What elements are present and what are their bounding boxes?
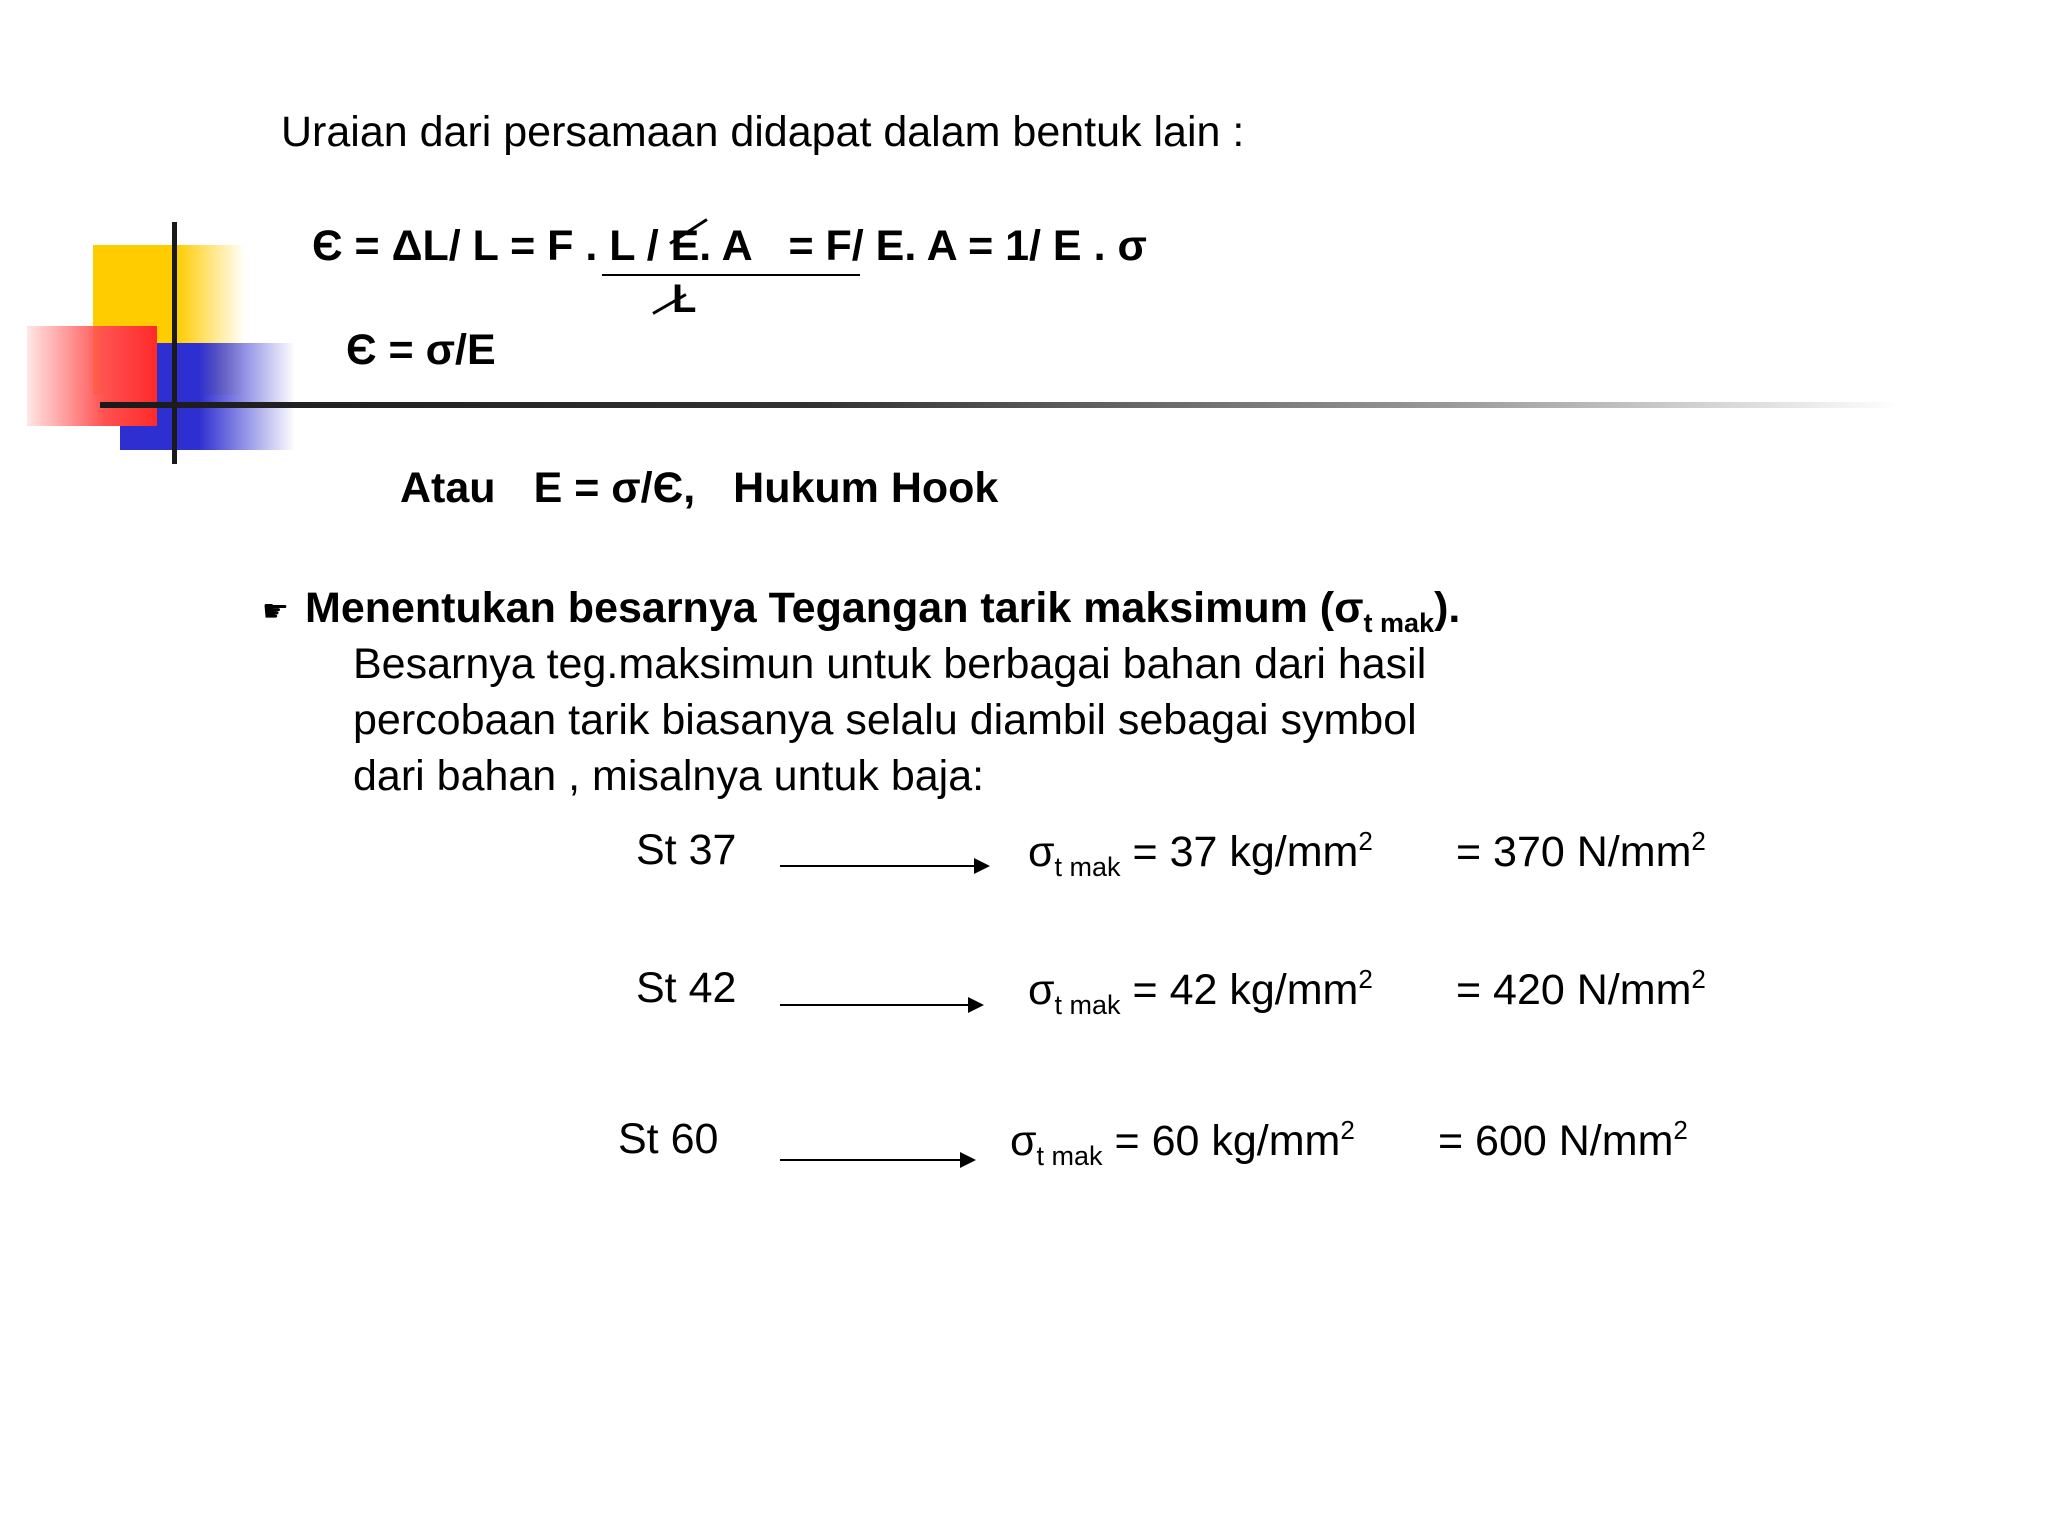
arrow-icon — [780, 1159, 974, 1161]
hooke-formula: E = σ/Є, — [533, 464, 696, 512]
stress-newton: = 370 N/mm — [1456, 828, 1692, 876]
red-square-decoration — [27, 326, 157, 426]
stress-kg: = 60 kg/mm — [1114, 1117, 1341, 1165]
sigma-symbol: σ — [1010, 1117, 1037, 1165]
stress-kg: = 42 kg/mm — [1132, 966, 1359, 1014]
strain-simplified-equation: Є = σ/E — [346, 326, 496, 374]
paragraph-line: dari bahan , misalnya untuk baja: — [353, 752, 985, 800]
stress-kg-exponent: 2 — [1340, 1115, 1355, 1145]
paragraph-line: percobaan tarik biasanya selalu diambil sebagai symbol — [353, 696, 1417, 744]
stress-newton: = 600 N/mm — [1438, 1117, 1674, 1165]
tensile-stress-value — [1010, 1115, 1355, 1172]
sigma-symbol: σ — [1028, 966, 1055, 1014]
pointing-hand-icon: ☛ — [262, 595, 289, 628]
stress-kg-exponent: 2 — [1358, 826, 1373, 856]
tensile-stress-value — [1028, 964, 1373, 1021]
tensile-stress-value — [1028, 826, 1373, 883]
hooke-prefix: Atau — [400, 464, 496, 512]
strain-equation — [312, 222, 1147, 271]
section-heading-end: ). — [1434, 584, 1461, 632]
sigma-symbol: σ — [1028, 828, 1055, 876]
sigma-subscript: t mak — [1036, 1141, 1103, 1171]
fraction-denominator: L — [672, 277, 697, 321]
paragraph-line: Besarnya teg.maksimun untuk berbagai bahan dari hasil — [353, 640, 1427, 688]
stress-newton-exponent: 2 — [1691, 826, 1706, 856]
steel-grade-label: St 60 — [618, 1115, 719, 1163]
sigma-subscript: t mak — [1054, 852, 1121, 882]
intro-text: Uraian dari persamaan didapat dalam bentuk lain : — [281, 108, 1245, 156]
section-heading-main: Menentukan besarnya Tegangan tarik maksimum (σ — [305, 584, 1364, 632]
strain-equation-left: Є = ΔL/ L = F . L / E. A — [312, 222, 753, 270]
steel-grade-label: St 42 — [636, 964, 737, 1012]
stress-newton-exponent: 2 — [1673, 1115, 1688, 1145]
stress-kg-exponent: 2 — [1358, 964, 1373, 994]
vertical-divider-line — [172, 222, 177, 464]
horizontal-divider-line — [100, 402, 1900, 408]
strain-equation-right: = F/ E. A = 1/ E . σ — [788, 222, 1147, 270]
tensile-stress-newton — [1456, 964, 1706, 1015]
arrow-icon — [780, 865, 988, 867]
arrow-icon — [780, 1004, 982, 1006]
stress-kg: = 37 kg/mm — [1132, 828, 1359, 876]
tensile-stress-newton — [1456, 826, 1706, 877]
fraction-line — [602, 274, 860, 276]
steel-grade-label: St 37 — [636, 826, 737, 874]
section-heading-subscript: t mak — [1363, 608, 1435, 638]
sigma-subscript: t mak — [1054, 990, 1121, 1020]
stress-newton-exponent: 2 — [1691, 964, 1706, 994]
hooke-law-line — [400, 464, 998, 513]
tensile-stress-newton — [1438, 1115, 1688, 1166]
stress-newton: = 420 N/mm — [1456, 966, 1692, 1014]
hooke-law-label: Hukum Hook — [733, 464, 999, 512]
section-heading — [305, 584, 1460, 639]
